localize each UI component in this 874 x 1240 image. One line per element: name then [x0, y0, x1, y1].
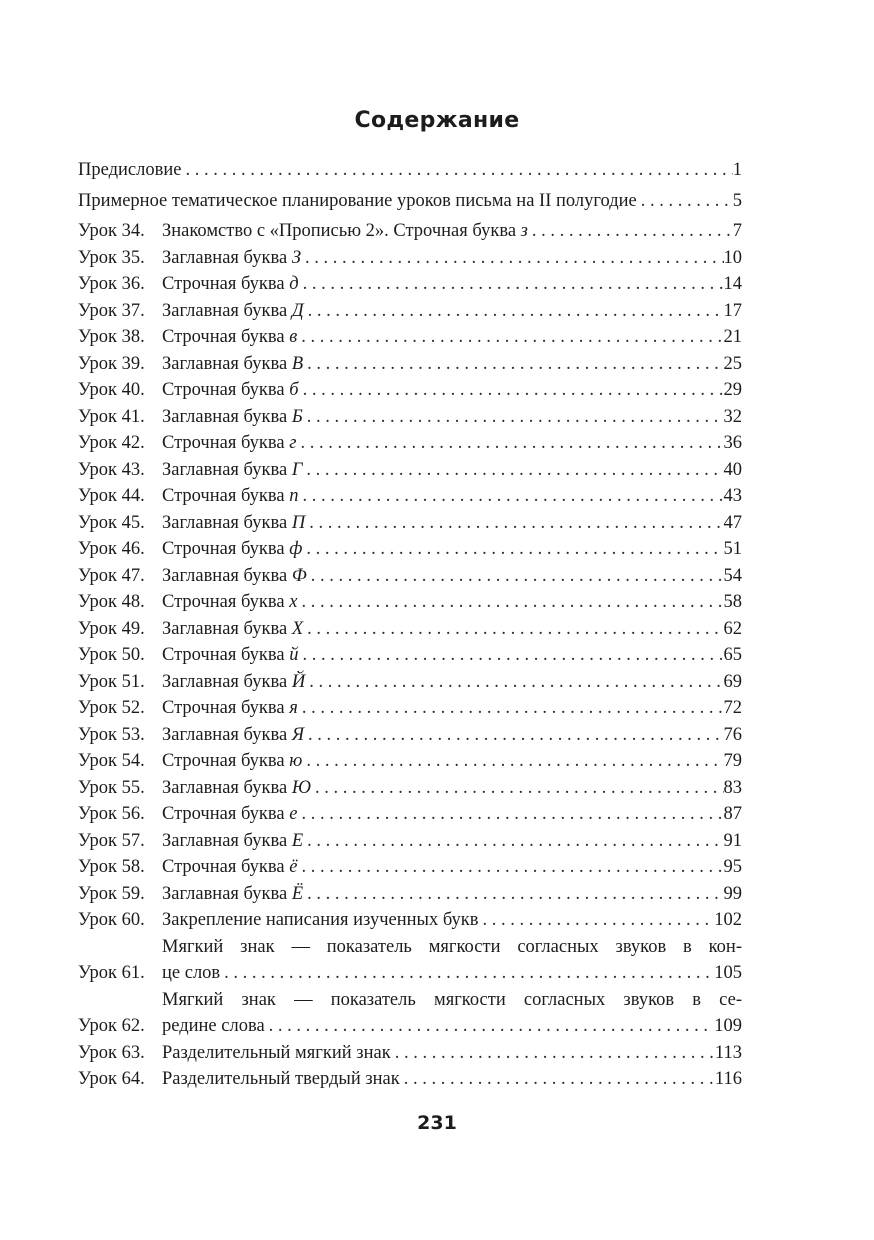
toc-letter: Е	[291, 830, 304, 851]
toc-page-number: 65	[723, 645, 742, 665]
toc-letter: б	[289, 380, 299, 400]
dot-leader	[299, 271, 724, 298]
toc-entry	[78, 907, 742, 934]
toc-entry	[78, 298, 742, 325]
toc-letter: Ё	[291, 883, 304, 904]
dot-leader	[304, 298, 724, 325]
toc-letter: ф	[289, 539, 303, 559]
toc-page-number: 105	[714, 963, 742, 983]
toc-page-number: 91	[723, 830, 742, 851]
toc-entry	[78, 245, 742, 272]
toc-entry	[78, 157, 742, 184]
toc-page-number: 109	[714, 1016, 742, 1036]
toc-lesson-number: Урок 49.	[78, 618, 145, 639]
toc-entry-title: Строчная буква ю	[162, 751, 303, 771]
toc-letter: Й	[291, 671, 306, 692]
toc-lesson-number: Урок 34.	[78, 221, 145, 241]
toc-entry-title: Разделительный твердый знак	[162, 1069, 400, 1089]
dot-leader	[296, 430, 723, 457]
toc-lesson-number: Урок 58.	[78, 857, 145, 877]
toc-lesson-number: Урок 55.	[78, 777, 145, 798]
toc-lesson-number: Урок 38.	[78, 327, 145, 347]
toc-lesson-number: Урок 40.	[78, 380, 145, 400]
dot-leader	[303, 404, 724, 431]
toc-lesson-number: Урок 51.	[78, 671, 145, 692]
toc-page-number: 116	[714, 1069, 742, 1089]
toc-letter: В	[291, 353, 304, 374]
toc-entry	[78, 616, 742, 643]
toc-page-number: 21	[723, 327, 742, 347]
toc-letter: З	[291, 247, 301, 268]
toc-entry-title: Заглавная буква З	[162, 247, 301, 268]
toc-letter: Д	[291, 300, 304, 321]
toc-page-number: 10	[723, 247, 742, 268]
toc-letter: п	[289, 486, 299, 506]
dot-leader	[305, 669, 723, 696]
toc-entry	[78, 881, 742, 908]
dot-leader	[528, 218, 733, 245]
toc-entry	[78, 324, 742, 351]
toc-page-number: 25	[723, 353, 742, 374]
dot-leader	[297, 801, 723, 828]
toc-entry-title: Заглавная буква Ф	[162, 565, 307, 586]
toc-entry	[78, 589, 742, 616]
toc-page-number: 1	[732, 160, 742, 180]
dot-leader	[299, 377, 724, 404]
toc-lesson-number: Урок 37.	[78, 300, 145, 321]
toc-page-number: 7	[732, 221, 742, 241]
page-title: Содержание	[354, 108, 520, 133]
toc-letter: х	[289, 592, 298, 612]
table-of-contents	[78, 157, 742, 1093]
toc-letter: П	[291, 512, 306, 533]
toc-entry	[78, 1040, 742, 1067]
toc-entry	[78, 934, 742, 987]
dot-leader	[297, 854, 723, 881]
toc-lesson-number: Урок 41.	[78, 406, 145, 427]
toc-entry	[78, 722, 742, 749]
dot-leader	[303, 881, 723, 908]
toc-entry	[78, 377, 742, 404]
toc-entry	[78, 775, 742, 802]
toc-lesson-number: Урок 43.	[78, 459, 145, 480]
toc-page-number: 47	[723, 512, 742, 533]
toc-entry	[78, 351, 742, 378]
toc-lesson-number: Урок 46.	[78, 539, 145, 559]
toc-entry	[78, 748, 742, 775]
toc-letter: Г	[291, 459, 303, 480]
toc-lesson-number: Урок 50.	[78, 645, 145, 665]
toc-entry-title: Заглавная буква Й	[162, 671, 306, 692]
toc-page-number: 51	[723, 539, 742, 559]
toc-entry-title: Заглавная буква Е	[162, 830, 304, 851]
dot-leader	[311, 775, 724, 802]
toc-letter: Ф	[291, 565, 307, 586]
toc-entry-title: Знакомство с «Прописью 2». Строчная буква з	[162, 221, 528, 241]
toc-lesson-number: Урок 63.	[78, 1042, 145, 1063]
toc-entry	[78, 828, 742, 855]
toc-entry	[78, 987, 742, 1040]
toc-entry-title: Строчная буква х	[162, 592, 298, 612]
dot-leader	[302, 748, 723, 775]
dot-leader	[400, 1066, 715, 1093]
toc-entry	[78, 563, 742, 590]
toc-lesson-number: Урок 53.	[78, 724, 145, 745]
toc-entry-title: Заглавная буква Х	[162, 618, 304, 639]
dot-leader	[302, 457, 723, 484]
toc-letter: Б	[291, 406, 303, 427]
toc-entry	[78, 404, 742, 431]
toc-letter: Х	[291, 618, 304, 639]
toc-lesson-number: Урок 61.	[78, 963, 145, 983]
toc-entry-title: Заглавная буква Б	[162, 406, 303, 427]
toc-entry-title: Строчная буква г	[162, 433, 297, 453]
dot-leader	[299, 642, 724, 669]
toc-page-number: 72	[723, 698, 742, 718]
toc-lesson-number: Урок 47.	[78, 565, 145, 586]
toc-entry-title: Строчная буква в	[162, 327, 298, 347]
dot-leader	[307, 563, 724, 590]
toc-page-number: 5	[732, 190, 742, 211]
toc-page-number: 40	[723, 459, 742, 480]
toc-entry	[78, 430, 742, 457]
toc-lesson-number: Урок 60.	[78, 910, 145, 930]
toc-page-number: 83	[723, 777, 742, 798]
toc-entry-title: Закрепление написания изученных букв	[162, 910, 479, 930]
dot-leader	[301, 245, 724, 272]
toc-lesson-number: Урок 44.	[78, 486, 145, 506]
toc-page-number: 36	[723, 433, 742, 453]
toc-letter: ю	[289, 751, 303, 771]
toc-entry-title: Строчная буква е	[162, 804, 298, 824]
toc-entry	[78, 642, 742, 669]
toc-letter: е	[289, 804, 298, 824]
dot-leader	[304, 722, 724, 749]
toc-entry-title-line: Мягкий знак — показатель мягкости согласных звуков в кон-	[162, 936, 742, 957]
toc-entry	[78, 188, 742, 215]
toc-letter: г	[289, 433, 297, 453]
toc-entry-title: Разделительный мягкий знак	[162, 1042, 391, 1063]
toc-entry-title: Заглавная буква Ё	[162, 883, 304, 904]
toc-letter: д	[289, 274, 299, 294]
toc-entry-title: Строчная буква б	[162, 380, 299, 400]
toc-entry-title: Строчная буква д	[162, 274, 299, 294]
toc-letter: Я	[291, 724, 304, 745]
toc-page-number: 69	[723, 671, 742, 692]
toc-letter: Ю	[291, 777, 311, 798]
toc-entry-title: Заглавная буква П	[162, 512, 306, 533]
toc-entry	[78, 854, 742, 881]
toc-letter: ё	[289, 857, 298, 877]
toc-lesson-number: Урок 57.	[78, 830, 145, 851]
toc-entry-title: Строчная буква й	[162, 645, 299, 665]
toc-entry	[78, 483, 742, 510]
toc-lesson-number: Урок 59.	[78, 883, 145, 904]
toc-page-number: 32	[723, 406, 742, 427]
toc-page-number: 79	[723, 751, 742, 771]
toc-lesson-number: Урок 45.	[78, 512, 145, 533]
toc-entry	[78, 271, 742, 298]
toc-entry-title: Заглавная буква Я	[162, 724, 304, 745]
dot-leader	[303, 616, 723, 643]
toc-page-number: 87	[723, 804, 742, 824]
toc-entry-title: Строчная буква я	[162, 698, 298, 718]
dot-leader	[305, 510, 723, 537]
toc-page-number: 62	[723, 618, 742, 639]
toc-letter: й	[289, 645, 299, 665]
dot-leader	[220, 960, 714, 987]
toc-lesson-number: Урок 42.	[78, 433, 145, 453]
toc-page-number: 17	[723, 300, 742, 321]
toc-page-number: 95	[723, 857, 742, 877]
toc-entry-title: це слов	[162, 963, 221, 983]
dot-leader	[299, 483, 724, 510]
toc-entry	[78, 218, 742, 245]
toc-lesson-number: Урок 52.	[78, 698, 145, 718]
toc-lesson-number: Урок 62.	[78, 1016, 145, 1036]
toc-lesson-number: Урок 35.	[78, 247, 145, 268]
toc-entry	[78, 1066, 742, 1093]
toc-entry-title: Заглавная буква Г	[162, 459, 303, 480]
toc-letter: я	[289, 698, 298, 718]
toc-lesson-number: Урок 39.	[78, 353, 145, 374]
toc-page-number: 76	[723, 724, 742, 745]
toc-page-number: 43	[723, 486, 742, 506]
dot-leader	[303, 351, 723, 378]
dot-leader	[302, 536, 723, 563]
page-number: 231	[417, 1112, 457, 1134]
dot-leader	[181, 157, 732, 184]
toc-letter: з	[520, 221, 528, 241]
toc-entry-title: Заглавная буква Д	[162, 300, 304, 321]
dot-leader	[265, 1013, 715, 1040]
dot-leader	[298, 695, 724, 722]
toc-page-number: 113	[714, 1042, 742, 1063]
toc-page-number: 102	[714, 910, 742, 930]
toc-lesson-number: Урок 48.	[78, 592, 145, 612]
dot-leader	[303, 828, 723, 855]
toc-lesson-number: Урок 36.	[78, 274, 145, 294]
toc-lesson-number: Урок 54.	[78, 751, 145, 771]
toc-entry-title: Строчная буква п	[162, 486, 299, 506]
toc-entry	[78, 695, 742, 722]
toc-entry	[78, 510, 742, 537]
dot-leader	[297, 324, 723, 351]
toc-entry-title: Примерное тематическое планирование уроков письма на II полугодие	[78, 190, 637, 211]
toc-entry	[78, 536, 742, 563]
toc-entry-title: Строчная буква ф	[162, 539, 303, 559]
toc-entry	[78, 801, 742, 828]
toc-page-number: 58	[723, 592, 742, 612]
toc-page-number: 29	[723, 380, 742, 400]
toc-page-number: 54	[723, 565, 742, 586]
dot-leader	[479, 907, 715, 934]
toc-page-number: 14	[723, 274, 742, 294]
toc-letter: в	[289, 327, 298, 347]
toc-entry-title: Строчная буква ё	[162, 857, 298, 877]
toc-entry	[78, 457, 742, 484]
toc-lesson-number: Урок 64.	[78, 1069, 145, 1089]
toc-lesson-number: Урок 56.	[78, 804, 145, 824]
toc-entry-title: Заглавная буква Ю	[162, 777, 311, 798]
toc-entry-title: Заглавная буква В	[162, 353, 304, 374]
toc-entry-title: редине слова	[162, 1016, 265, 1036]
dot-leader	[297, 589, 723, 616]
dot-leader	[391, 1040, 715, 1067]
toc-entry-title: Предисловие	[78, 160, 182, 180]
toc-entry-title-line: Мягкий знак — показатель мягкости согласных звуков в се-	[162, 989, 742, 1010]
toc-entry	[78, 669, 742, 696]
toc-page-number: 99	[723, 883, 742, 904]
dot-leader	[637, 188, 733, 215]
